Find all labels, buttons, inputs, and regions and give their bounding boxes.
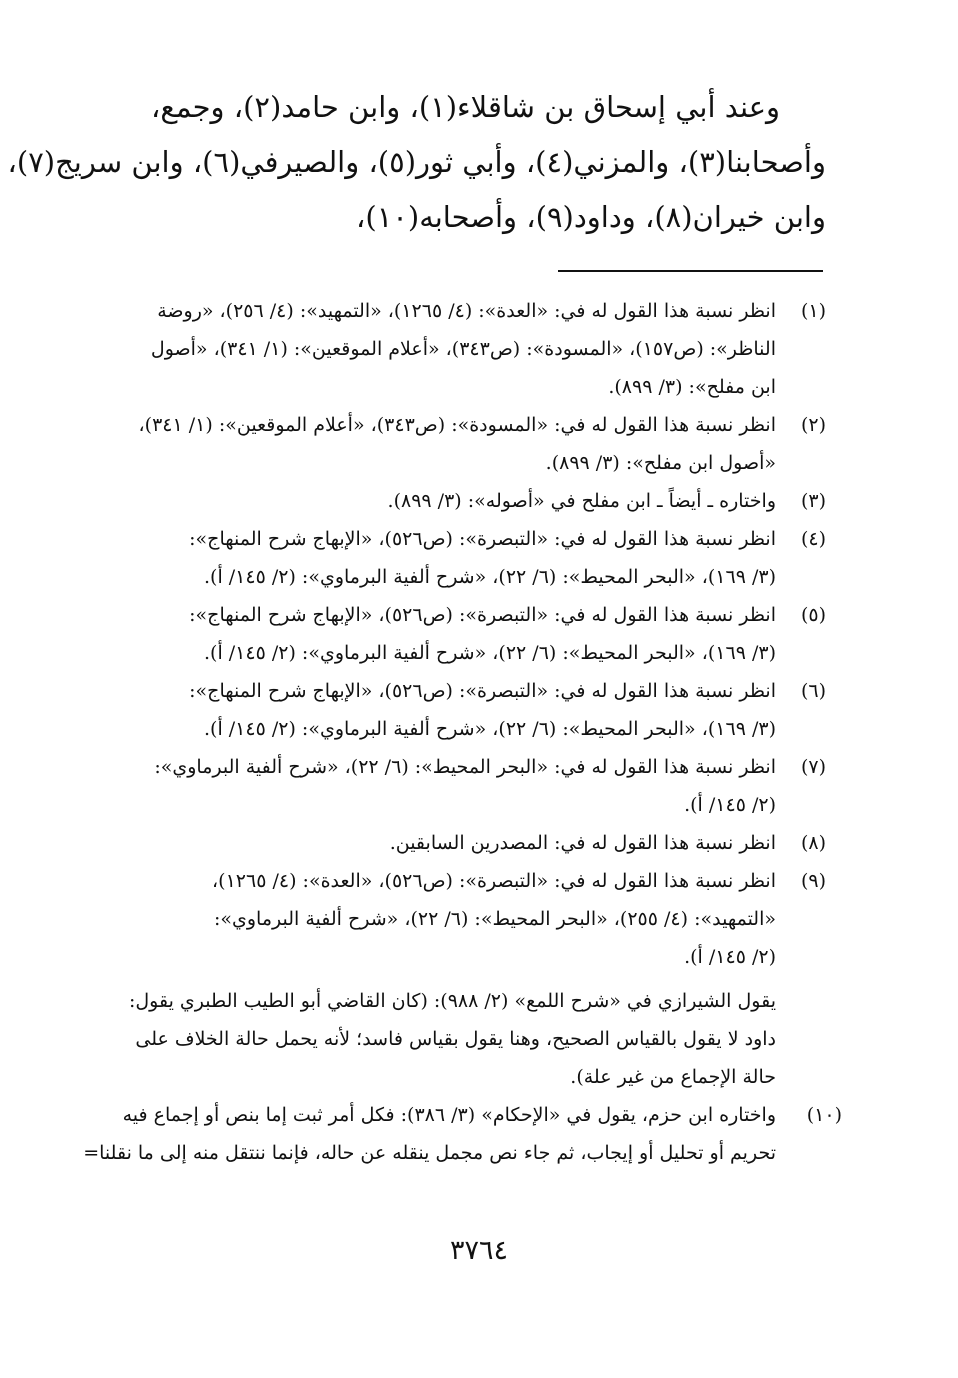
page-number: ٣٧٦٤ [449,1235,508,1266]
footnote-line: انظر نسبة هذا القول له في: «التبصرة»: (ص٥٢٦)، «الإبهاج شرح المنهاج»: [189,680,776,702]
main-paragraph [7,80,826,245]
footnote-line: انظر نسبة هذا القول له في: «التبصرة»: (ص٥٢٦)، «الإبهاج شرح المنهاج»: [189,528,776,550]
footnote-line: (٣/ ١٦٩)، «البحر المحيط»: (٦/ ٢٢)، «شرح ألفية البرماوي»: (٢/ ١٤٥/ أ). [204,642,776,664]
footnote-number: (١٠) [806,1104,842,1126]
main-line: وابن خيران(٨)، وداود(٩)، وأصحابه(١٠)، [356,200,826,234]
footnote-number: (١) [800,300,826,322]
footnote-line: ابن مفلح»: (٣/ ٨٩٩). [608,376,776,398]
footnote-line: حالة الإجماع من غير علة). [570,1066,776,1088]
footnote-divider [558,270,823,272]
footnote-number: (٤) [800,528,826,550]
footnote-5 [112,596,826,672]
footnote-line: يقول الشيرازي في «شرح اللمع» (٢/ ٩٨٨): (كان القاضي أبو الطيب الطبري يقول: [128,990,776,1012]
footnote-text [83,1096,776,1172]
footnote-text [112,748,776,824]
footnote-number: (٣) [800,490,826,512]
footnote-line: انظر نسبة هذا القول له في: «العدة»: (٤/ ١٢٦٥)، «التمهيد»: (٤/ ٢٥٦)، «روضة [157,300,776,322]
footnote-10 [83,1096,842,1172]
footnote-line: «التمهيد»: (٤/ ٢٥٥)، «البحر المحيط»: (٦/ ٢٢)، «شرح ألفية البرماوي»: [213,908,776,930]
footnote-9 [112,862,826,976]
footnote-line: انظر نسبة هذا القول له في: «التبصرة»: (ص٥٢٦)، «العدة»: (٤/ ١٢٦٥)، [212,870,776,892]
footnote-line: تحريم أو تحليل أو إيجاب، ثم جاء نص مجمل ينقله عن حاله، فإنما ننتقل منه إلى ما نقلنا= [83,1142,776,1164]
footnote-3 [112,482,826,520]
footnote-line: انظر نسبة هذا القول له في: «البحر المحيط»: (٦/ ٢٢)، «شرح ألفية البرماوي»: [154,756,776,778]
footnote-line: (٢/ ١٤٥/ أ). [684,946,776,968]
footnote-line: (٢/ ١٤٥/ أ). [684,794,776,816]
footnote-text [112,482,776,520]
footnote-1 [112,292,826,406]
footnote-text [112,520,776,596]
footnote-text [112,292,776,406]
footnote-number: (٦) [800,680,826,702]
main-text-block [7,80,826,245]
footnote-text [112,596,776,672]
footnote-line: انظر نسبة هذا القول له في: «التبصرة»: (ص٥٢٦)، «الإبهاج شرح المنهاج»: [189,604,776,626]
footnote-text [112,672,776,748]
footnote-number: (٧) [800,756,826,778]
footnote-number: (٨) [800,832,826,854]
footnote-line: الناظر»: (ص١٥٧)، «المسودة»: (ص٣٤٣)، «أعلام الموقعين»: (١/ ٣٤١)، «أصول [150,338,776,360]
footnote-line: واختاره ـ أيضاً ـ ابن مفلح في «أصوله»: (٣/ ٨٩٩). [387,490,776,512]
footnote-4 [112,520,826,596]
footnote-text [112,406,776,482]
footnote-number: (٢) [800,414,826,436]
footnote-line: واختاره ابن حزم، يقول في «الإحكام» (٣/ ٣٨٦): فكل أمر ثبت إما بنص أو إجماع فيه [122,1104,776,1126]
footnote-line: (٣/ ١٦٩)، «البحر المحيط»: (٦/ ٢٢)، «شرح ألفية البرماوي»: (٢/ ١٤٥/ أ). [204,566,776,588]
footnote-6 [112,672,826,748]
footnote-line: «أصول ابن مفلح»: (٣/ ٨٩٩). [545,452,776,474]
main-line: وعند أبي إسحاق بن شاقلاء(١)، وابن حامد(٢)، وجمع، [151,90,780,124]
footnote-number: (٥) [800,604,826,626]
footnotes-section [83,292,842,1172]
footnote-line: (٣/ ١٦٩)، «البحر المحيط»: (٦/ ٢٢)، «شرح ألفية البرماوي»: (٢/ ١٤٥/ أ). [204,718,776,740]
footnote-text [112,862,776,976]
footnote-line: انظر نسبة هذا القول له في: المصدرين السابقين. [389,832,776,854]
footnote-9-commentary [112,976,776,1096]
footnote-text [112,824,776,862]
main-line: وأصحابنا(٣)، والمزني(٤)، وأبي ثور(٥)، والصيرفي(٦)، وابن سريج(٧)، [7,145,826,179]
footnote-2 [112,406,826,482]
footnote-8 [112,824,826,862]
footnote-number: (٩) [800,870,826,892]
footnote-7 [112,748,826,824]
footnote-line: انظر نسبة هذا القول له في: «المسودة»: (ص٣٤٣)، «أعلام الموقعين»: (١/ ٣٤١)، [138,414,776,436]
footnote-line: داود لا يقول بالقياس الصحيح، وهنا يقول بقياس فاسد؛ لأنه يحمل حالة الخلاف على [135,1028,776,1050]
